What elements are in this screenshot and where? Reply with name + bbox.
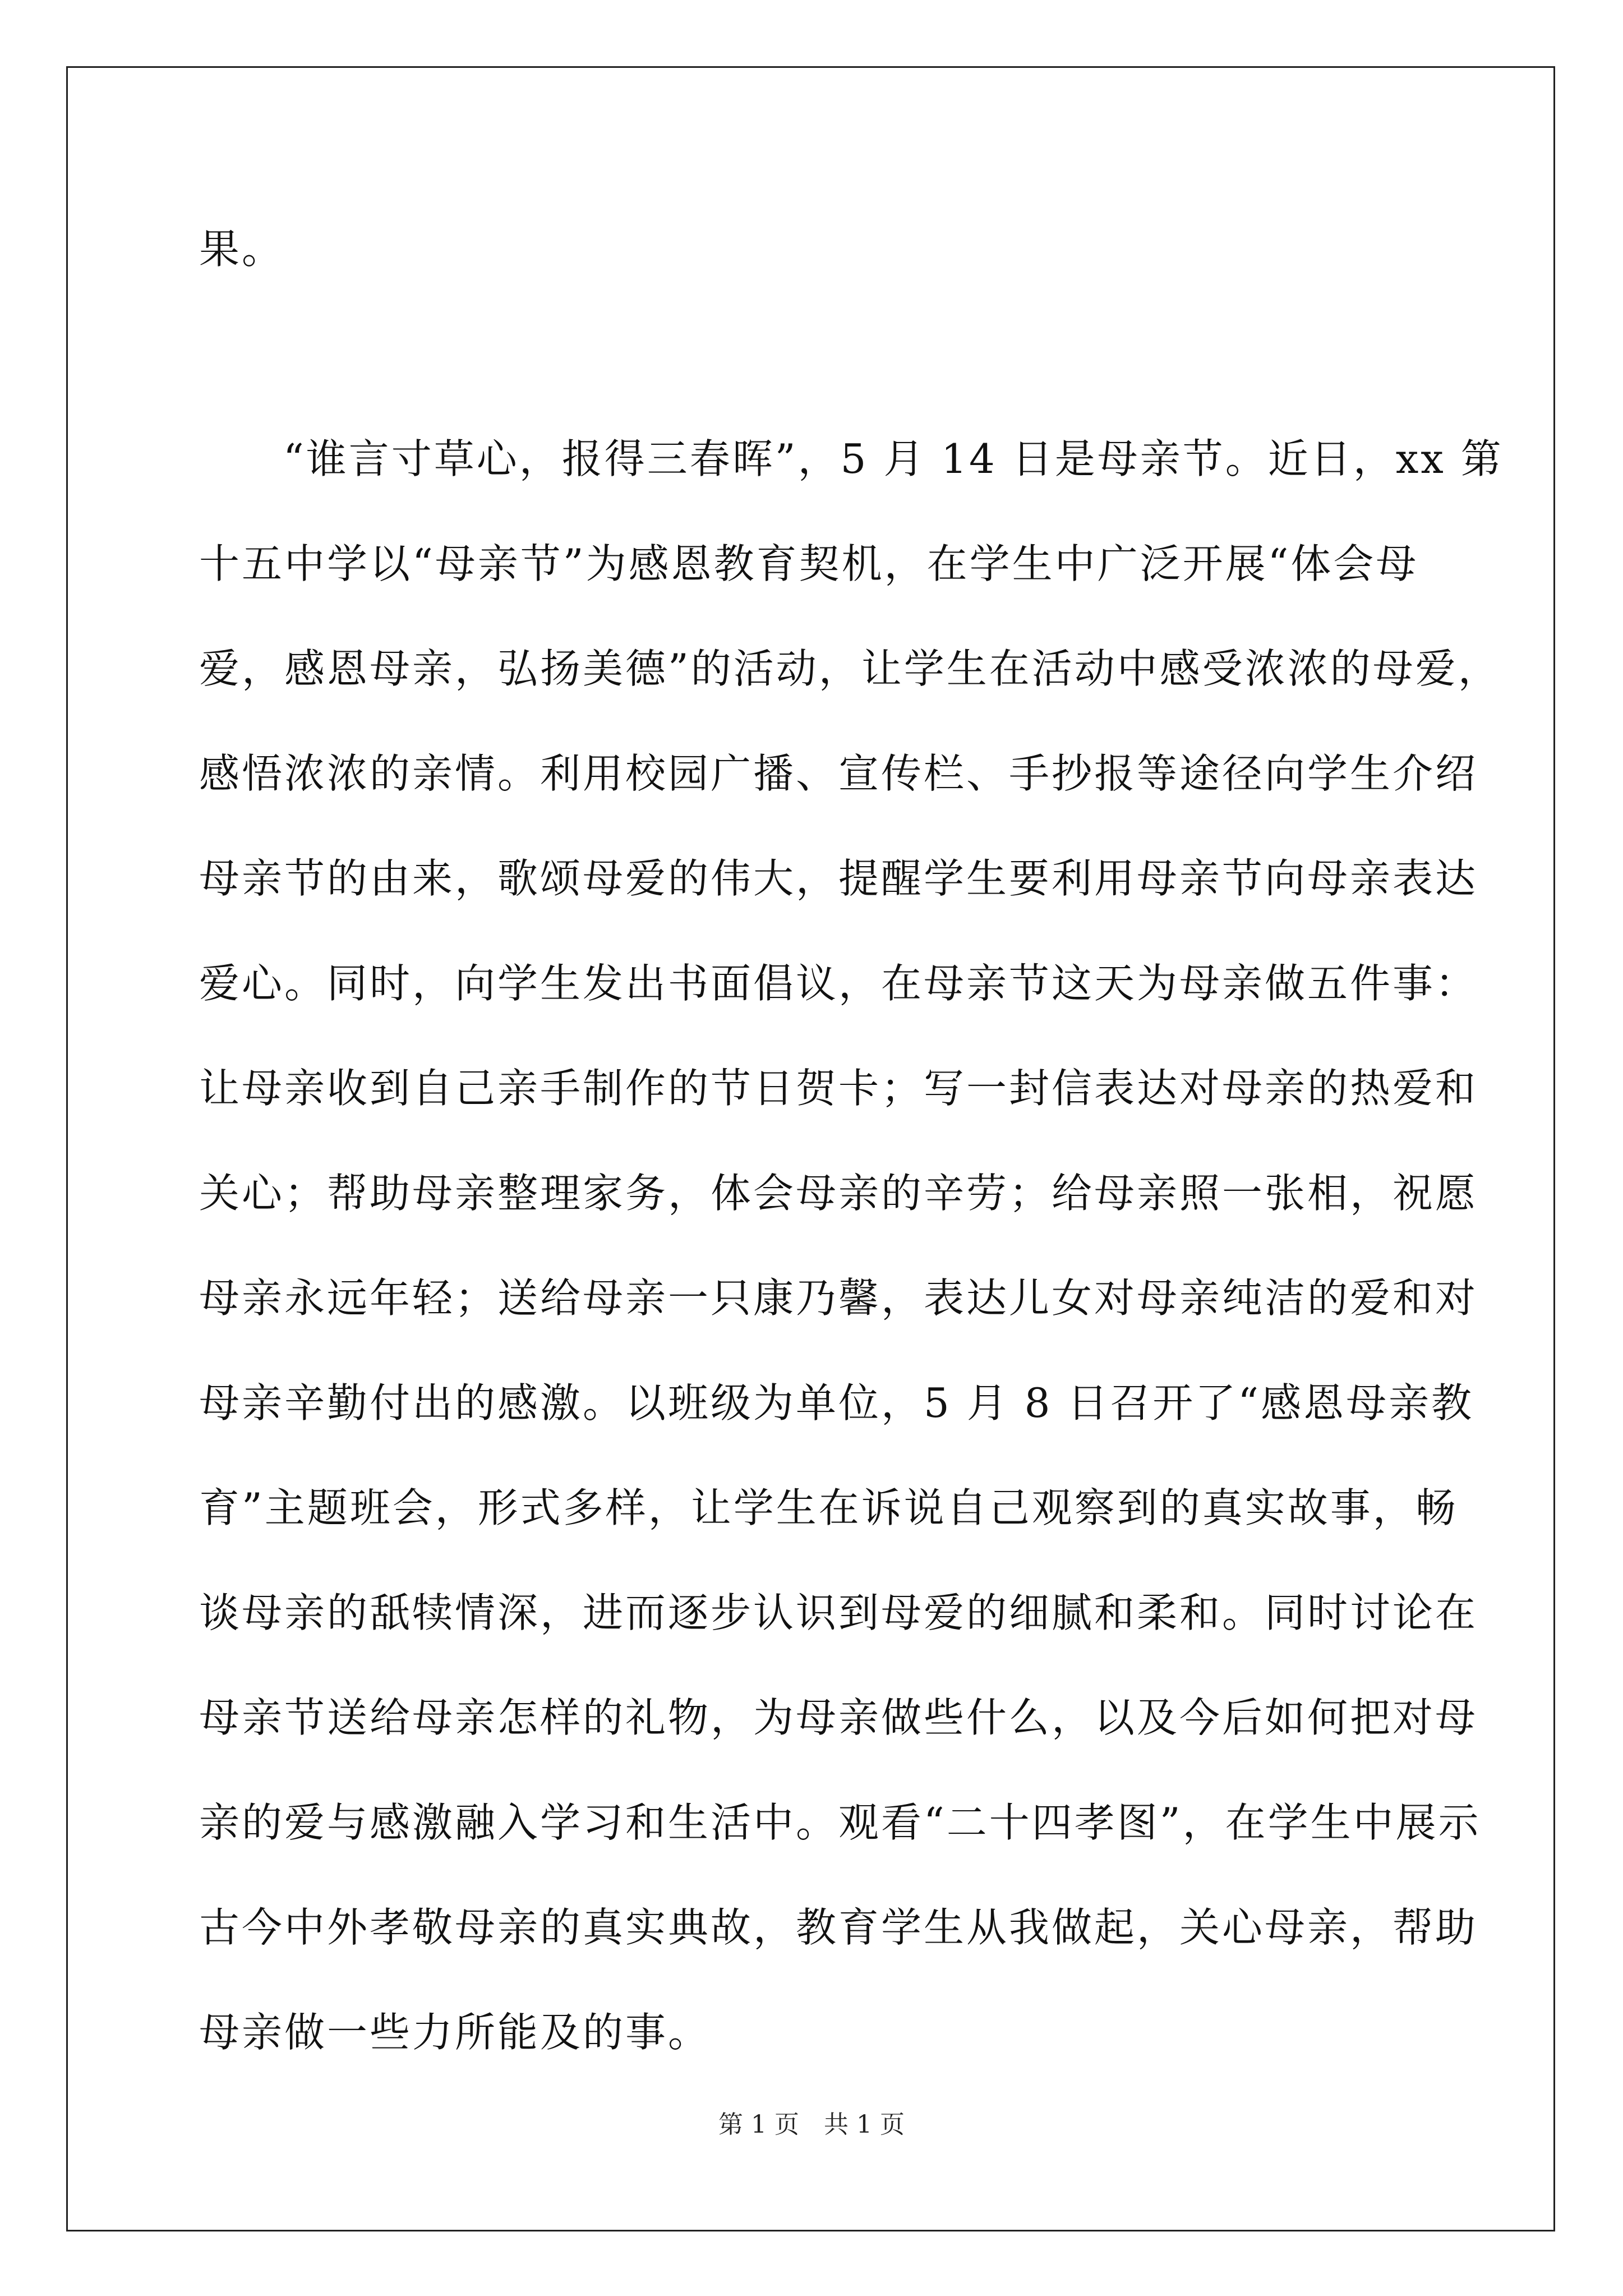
text-line: 爱，感恩母亲，弘扬美德”的活动，让学生在活动中感受浓浓的母爱， (199, 645, 1501, 692)
text-line: 感悟浓浓的亲情。利用校园广播、宣传栏、手抄报等途径向学生介绍 (199, 750, 1478, 797)
text-line: 母亲节送给母亲怎样的礼物，为母亲做些什么，以及今后如何把对母 (199, 1694, 1478, 1741)
text-line: 育”主题班会，形式多样，让学生在诉说自己观察到的真实故事，畅 (199, 1484, 1458, 1531)
document-body (199, 216, 1504, 2104)
text-line: 关心；帮助母亲整理家务，体会母亲的辛劳；给母亲照一张相，祝愿 (199, 1170, 1478, 1217)
text-line: 古今中外孝敬母亲的真实典故，教育学生从我做起，关心母亲，帮助 (199, 1904, 1478, 1951)
text-line: “谁言寸草心，报得三春晖”，5 月 14 日是母亲节。近日，xx 第 (283, 435, 1504, 482)
text-line: 母亲做一些力所能及的事。 (199, 2009, 711, 2056)
page-number-label: 第 1 页 共 1 页 (718, 2110, 905, 2139)
text-line: 果。 (199, 226, 285, 273)
text-line: 十五中学以“母亲节”为感恩教育契机，在学生中广泛开展“体会母 (199, 540, 1419, 587)
text-line: 母亲节的由来，歌颂母爱的伟大，提醒学生要利用母亲节向母亲表达 (199, 855, 1478, 902)
paragraph-gap (199, 321, 1467, 426)
text-line: 谈母亲的舐犊情深，进而逐步认识到母爱的细腻和柔和。同时讨论在 (199, 1589, 1478, 1636)
text-line: 母亲辛勤付出的感激。以班级为单位，5 月 8 日召开了“感恩母亲教 (199, 1379, 1474, 1427)
text-line: 亲的爱与感激融入学习和生活中。观看“二十四孝图”，在学生中展示 (199, 1799, 1481, 1846)
page-footer (0, 2108, 1623, 2142)
text-line: 让母亲收到自己亲手制作的节日贺卡；写一封信表达对母亲的热爱和 (199, 1065, 1478, 1112)
text-line: 母亲永远年轻；送给母亲一只康乃馨，表达儿女对母亲纯洁的爱和对 (199, 1274, 1478, 1322)
text-line: 爱心。同时，向学生发出书面倡议，在母亲节这天为母亲做五件事： (199, 960, 1478, 1007)
